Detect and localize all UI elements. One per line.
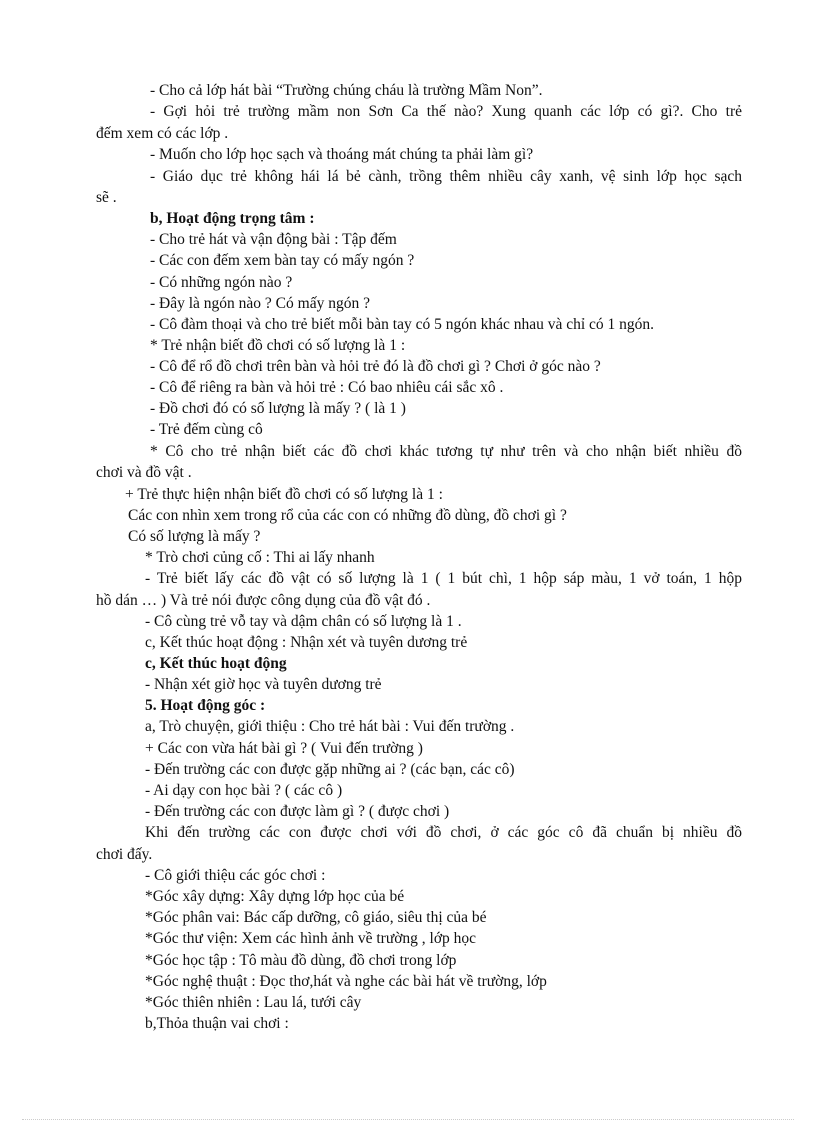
text-line: *Góc phân vai: Bác cấp dưỡng, cô giáo, siêu thị của bé <box>145 909 487 926</box>
text-line: - Nhận xét giờ học và tuyên dương trẻ <box>145 676 382 693</box>
text-line: - Muốn cho lớp học sạch và thoáng mát chúng ta phải làm gì? <box>150 146 534 163</box>
text-line: * Cô cho trẻ nhận biết các đồ chơi khác tương tự như trên và cho nhận biết nhiều đồ <box>150 443 742 460</box>
text-line: a, Trò chuyện, giới thiệu : Cho trẻ hát bài : Vui đến trường . <box>145 718 515 735</box>
text-line: chơi đấy. <box>96 846 153 863</box>
text-line: sẽ . <box>96 189 117 206</box>
text-line: *Góc thư viện: Xem các hình ảnh về trường , lớp học <box>145 930 477 947</box>
text-line: - Đến trường các con được làm gì ? ( được chơi ) <box>145 803 450 820</box>
text-line: - Cho trẻ hát và vận động bài : Tập đếm <box>150 231 397 248</box>
page-bottom-rule <box>22 1119 794 1120</box>
text-line: - Giáo dục trẻ không hái lá bẻ cành, trồng thêm nhiều cây xanh, vệ sinh lớp học sạch <box>150 168 742 185</box>
text-line: - Cô để riêng ra bàn và hỏi trẻ : Có bao nhiêu cái sắc xô . <box>150 379 504 396</box>
text-line: + Trẻ thực hiện nhận biết đồ chơi có số lượng là 1 : <box>125 486 443 503</box>
text-line: * Trẻ nhận biết đồ chơi có số lượng là 1 : <box>150 337 406 354</box>
text-line: Khi đến trường các con được chơi với đồ chơi, ở các góc cô đã chuẩn bị nhiều đồ <box>145 824 742 841</box>
text-line: - Trẻ đếm cùng cô <box>150 421 263 438</box>
text-line: chơi và đồ vật . <box>96 464 192 481</box>
text-line: c, Kết thúc hoạt động : Nhận xét và tuyên dương trẻ <box>145 634 468 651</box>
text-line: *Góc xây dựng: Xây dựng lớp học của bé <box>145 888 405 905</box>
text-line: - Cô đàm thoại và cho trẻ biết mỗi bàn tay có 5 ngón khác nhau và chỉ có 1 ngón. <box>150 316 655 333</box>
text-line: - Cho cả lớp hát bài “Trường chúng cháu là trường Mầm Non”. <box>150 82 543 99</box>
text-line: - Gợi hỏi trẻ trường mầm non Sơn Ca thế nào? Xung quanh các lớp có gì?. Cho trẻ <box>150 103 742 120</box>
section-heading: c, Kết thúc hoạt động <box>145 655 287 672</box>
text-line: b,Thỏa thuận vai chơi : <box>145 1015 289 1032</box>
text-line: - Đồ chơi đó có số lượng là mấy ? ( là 1 ) <box>150 400 406 417</box>
text-line: - Trẻ biết lấy các đồ vật có số lượng là 1 ( 1 bút chì, 1 hộp sáp màu, 1 vở toán, 1 hộp <box>145 570 742 587</box>
text-line: đếm xem có các lớp . <box>96 125 229 142</box>
text-line: Các con nhìn xem trong rổ của các con có những đồ dùng, đồ chơi gì ? <box>128 507 567 524</box>
text-line: - Đây là ngón nào ? Có mấy ngón ? <box>150 295 370 312</box>
text-line: - Cô để rổ đồ chơi trên bàn và hỏi trẻ đó là đồ chơi gì ? Chơi ở góc nào ? <box>150 358 601 375</box>
text-line: + Các con vừa hát bài gì ? ( Vui đến trường ) <box>145 740 423 757</box>
section-heading: b, Hoạt động trọng tâm : <box>150 210 315 227</box>
text-line: * Trò chơi củng cố : Thi ai lấy nhanh <box>145 549 375 566</box>
text-line: - Có những ngón nào ? <box>150 274 293 291</box>
text-line: Có số lượng là mấy ? <box>128 528 261 545</box>
text-line: - Cô giới thiệu các góc chơi : <box>145 867 326 884</box>
text-line: - Ai dạy con học bài ? ( các cô ) <box>145 782 343 799</box>
text-line: *Góc học tập : Tô màu đồ dùng, đồ chơi trong lớp <box>145 952 457 969</box>
text-line: hồ dán … ) Và trẻ nói được công dụng của đồ vật đó . <box>96 592 431 609</box>
text-line: *Góc thiên nhiên : Lau lá, tưới cây <box>145 994 362 1011</box>
section-heading: 5. Hoạt động góc : <box>145 697 266 714</box>
text-line: *Góc nghệ thuật : Đọc thơ,hát và nghe các bài hát về trường, lớp <box>145 973 547 990</box>
text-line: - Đến trường các con được gặp những ai ? (các bạn, các cô) <box>145 761 515 778</box>
text-line: - Cô cùng trẻ vỗ tay và dậm chân có số lượng là 1 . <box>145 613 462 630</box>
text-line: - Các con đếm xem bàn tay có mấy ngón ? <box>150 252 415 269</box>
